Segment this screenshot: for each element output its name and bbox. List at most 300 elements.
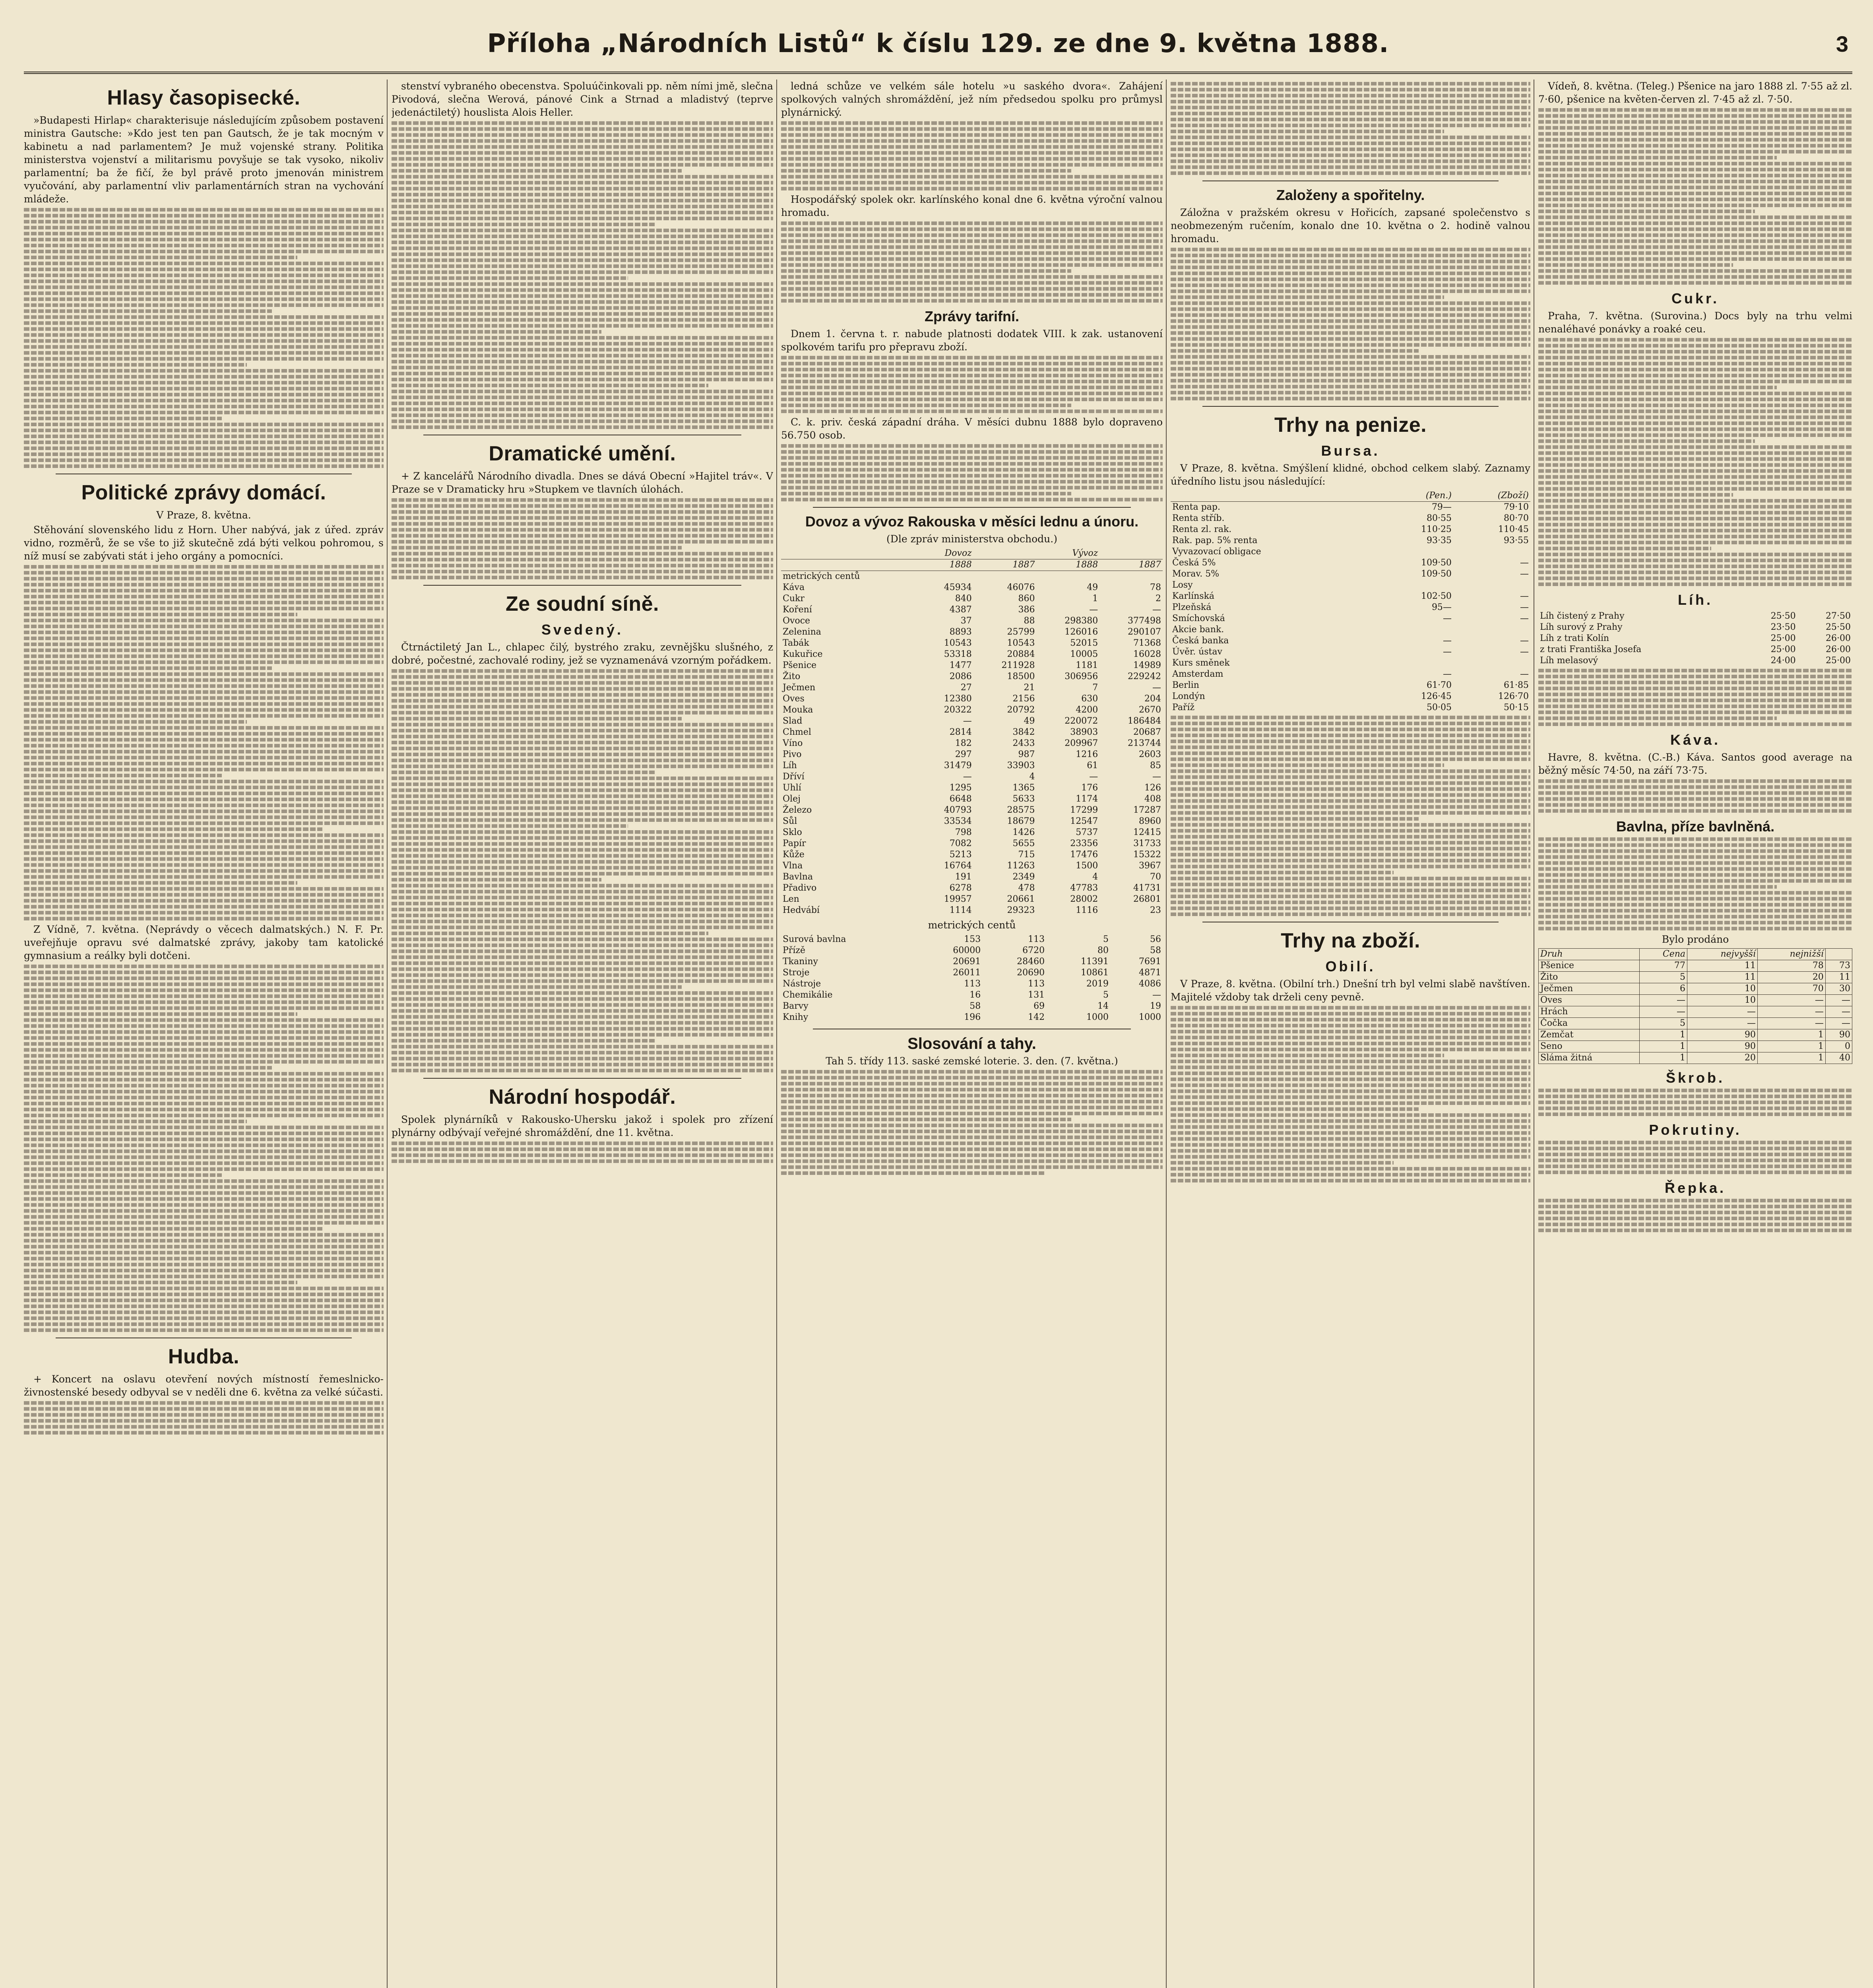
print-line [1538, 368, 1852, 371]
table-cell: 71368 [1133, 638, 1161, 648]
table-cell: — [1640, 1006, 1687, 1018]
print-line [781, 1142, 1163, 1145]
table-cell: 478 [1018, 883, 1035, 893]
print-line [1171, 1054, 1444, 1057]
article-cukr: Praha, 7. května. (Surovina.) Docs byly na trhu velmi nenaléhavé ponávky a roaké ceu. [1538, 310, 1852, 335]
article-politicke: Stěhování slovenského lidu z Horn. Uher nabývá, jak z úřed. zpráv vidno, rozměrů, že se vše to již skutečně zdá býti velkou pohromou, s níž musí se zabývati stát i jeho orgány a pomocníci. [24, 524, 384, 562]
table-cell: Sůl [783, 816, 797, 826]
table-cell: 28575 [1007, 805, 1035, 815]
table-cell: — [1520, 591, 1529, 601]
table-cell: 1 [1640, 1052, 1687, 1064]
print-line [1171, 385, 1530, 388]
table-row [781, 883, 1163, 894]
table-cell: Uhlí [783, 783, 801, 793]
table-cell: 80·70 [1504, 513, 1529, 523]
print-line [1171, 907, 1530, 910]
text-block [1538, 1199, 1852, 1232]
table-row [781, 945, 1163, 956]
print-line [1538, 150, 1852, 153]
print-line [392, 252, 773, 256]
table-cell: 5737 [1076, 827, 1098, 837]
print-line [1538, 861, 1852, 865]
table-row [781, 582, 1163, 593]
print-line [392, 747, 773, 750]
table-cell: Káva [783, 582, 805, 592]
table-row [1539, 983, 1852, 995]
table-cell: Úvěr. ústav [1172, 647, 1222, 657]
print-line [1171, 841, 1530, 845]
print-line [24, 345, 384, 349]
print-line [392, 991, 773, 995]
masthead [24, 20, 1852, 74]
print-line [1171, 1155, 1530, 1159]
print-line [392, 205, 773, 208]
print-line [1171, 912, 1530, 916]
print-line [24, 648, 384, 652]
table-cell: — [1825, 1006, 1852, 1018]
print-line [1171, 349, 1419, 353]
print-line [781, 127, 1163, 131]
print-line [392, 522, 773, 526]
print-line [1171, 289, 1530, 293]
print-line [392, 985, 682, 989]
print-line [392, 1069, 773, 1072]
table-cell: 12415 [1133, 827, 1161, 837]
print-line [1538, 433, 1852, 437]
print-line [1538, 227, 1852, 231]
print-line [24, 1006, 384, 1010]
print-line [24, 1419, 384, 1423]
print-line [24, 220, 384, 223]
table-cell: — [1152, 605, 1161, 615]
table-cell: 10 [1687, 983, 1758, 995]
table-cell: Líh z trati Kolín [1540, 633, 1609, 643]
divider [813, 507, 1131, 508]
table-cell: Železo [783, 805, 812, 815]
print-line [24, 1425, 384, 1429]
table-cell: — [1640, 995, 1687, 1006]
print-line [1538, 215, 1852, 219]
print-line [392, 372, 773, 375]
table-cell: — [1687, 1006, 1758, 1018]
table-cell: Mouka [783, 705, 813, 715]
print-line [781, 245, 1163, 249]
table-row [781, 990, 1163, 1001]
print-line [24, 369, 384, 373]
text-block [781, 444, 1163, 501]
table-cell: Líh [783, 761, 797, 771]
table-cell: 41731 [1133, 883, 1161, 893]
print-line [24, 696, 384, 700]
print-line [24, 625, 384, 628]
table-cell: Bavlna [783, 872, 813, 882]
print-line [1538, 687, 1852, 690]
table-cell: 52015 [1070, 638, 1098, 648]
table-cell: 109·50 [1421, 558, 1452, 568]
print-line [392, 276, 628, 280]
table-cell: 31733 [1133, 839, 1161, 848]
table-cell: 25·00 [1770, 633, 1796, 643]
print-line [1538, 457, 1852, 461]
print-line [24, 1413, 384, 1417]
table-cell: 1426 [1012, 827, 1035, 837]
print-line [24, 911, 384, 914]
table-cell: 30 [1825, 983, 1852, 995]
print-line [1538, 897, 1852, 901]
print-line [1171, 877, 1530, 880]
table-row [1171, 524, 1530, 535]
table-cell: 49 [1087, 582, 1098, 592]
print-line [392, 794, 773, 798]
table-cell: — [1089, 605, 1098, 615]
print-line [392, 1147, 773, 1151]
table-row [1171, 646, 1530, 658]
table-cell: Len [783, 894, 799, 904]
table-cell: 113 [1028, 979, 1045, 989]
table-cell: 1888 [1037, 559, 1100, 571]
print-line [1171, 112, 1530, 115]
table-cell: 10005 [1070, 649, 1098, 659]
print-line [1538, 867, 1852, 871]
text-block [392, 669, 773, 1072]
print-line [1171, 835, 1530, 839]
heading-hudba: Hudba. [168, 1345, 240, 1368]
table-cell: 20322 [944, 705, 972, 715]
table-cell: 93·35 [1426, 536, 1452, 546]
table-row [1171, 691, 1530, 702]
article-narodni: Spolek plynárníků v Rakousko-Uhersku jakož i spolek pro zřízení plynárny odbývají veřejné shromáždění, dne 11. května. [392, 1114, 773, 1138]
table-cell: 80 [1097, 945, 1109, 955]
supplement-title: Příloha „Národních Listů“ k číslu 129. ze dne 9. května 1888. [487, 29, 1389, 58]
table-cell: 182 [955, 738, 972, 748]
table-header-row [1539, 949, 1852, 960]
text-block [1171, 1006, 1530, 1182]
table-cell: 0 [1825, 1041, 1852, 1052]
table-cell: 7 [1092, 683, 1098, 693]
table-cell: 4086 [1139, 979, 1161, 989]
table-cell: Dříví [783, 772, 805, 782]
print-line [24, 321, 384, 325]
print-line [24, 327, 384, 331]
table-cell: 1000 [1086, 1012, 1109, 1022]
print-line [1538, 350, 1852, 353]
print-line [1171, 343, 1530, 347]
table-cell: Kůže [783, 850, 805, 860]
print-line [1171, 787, 1530, 791]
print-line [1538, 114, 1852, 118]
print-line [392, 872, 773, 876]
print-line [781, 287, 1163, 291]
print-line [1538, 204, 1852, 207]
table-cell: Chmel [783, 727, 811, 737]
print-line [781, 1147, 1163, 1151]
print-line [781, 486, 1163, 489]
table-row [781, 671, 1163, 682]
table-cell: 73 [1825, 960, 1852, 972]
table-cell: 4871 [1139, 968, 1161, 978]
print-line [392, 342, 773, 346]
table-cell: Rak. pap. 5% renta [1172, 536, 1258, 546]
print-line [781, 1124, 1163, 1127]
table-row [781, 716, 1163, 727]
table-cell: Pivo [783, 749, 802, 759]
table-cell: 2349 [1012, 872, 1035, 882]
print-line [392, 938, 773, 941]
table-cell: 61 [1087, 761, 1098, 771]
print-line [1171, 367, 1530, 371]
table-row [781, 827, 1163, 838]
print-line [24, 589, 384, 592]
print-line [1538, 582, 1852, 586]
print-line [1538, 251, 1852, 255]
heading-skrob: Škrob. [1666, 1070, 1725, 1086]
print-line [392, 1027, 773, 1031]
print-line [1538, 1199, 1852, 1202]
print-line [24, 875, 384, 879]
table-row [781, 860, 1163, 872]
text-block [24, 565, 384, 920]
print-line [1538, 553, 1852, 556]
print-line [24, 815, 384, 819]
table-cell: 110·25 [1421, 524, 1452, 534]
column-rule [1166, 80, 1167, 1988]
print-line [24, 750, 384, 753]
print-line [1171, 307, 1530, 311]
table-cell: 126·45 [1421, 691, 1452, 701]
table-cell: 2 [1156, 594, 1161, 604]
print-line [24, 1066, 272, 1070]
table-cell: 80·55 [1426, 513, 1452, 523]
table-cell: 26011 [953, 968, 981, 978]
print-line [1171, 295, 1444, 299]
print-line [1171, 248, 1530, 251]
print-line [392, 169, 682, 173]
print-line [1171, 799, 1530, 803]
column-1 [24, 80, 384, 1988]
table-cell: — [1520, 636, 1529, 646]
print-line [1171, 769, 1530, 773]
table-cell: 306956 [1064, 672, 1098, 681]
table-cell: 20 [1757, 972, 1825, 983]
print-line [24, 869, 384, 873]
print-line [1538, 535, 1852, 538]
table-cell: 20687 [1133, 727, 1161, 737]
table-cell: 1 [1640, 1041, 1687, 1052]
text-block [392, 121, 773, 429]
table-cell: 6648 [949, 794, 972, 804]
print-line [1171, 871, 1394, 874]
table-cell: 95— [1431, 602, 1452, 612]
print-line [24, 774, 222, 777]
print-line [1171, 124, 1530, 127]
table-cell: 11 [1687, 972, 1758, 983]
dateline: Z Vídně, 7. května. [33, 924, 139, 935]
table-cell: 18500 [1007, 672, 1035, 681]
text-block [781, 356, 1163, 413]
text-block [1538, 669, 1852, 726]
table-cell: 1 [1757, 1052, 1825, 1064]
print-line [1171, 716, 1530, 719]
table-cell: 204 [1144, 694, 1161, 704]
print-line [24, 315, 384, 319]
print-line [781, 251, 1163, 255]
print-line [24, 601, 384, 604]
print-line [781, 450, 1163, 454]
column-3 [781, 80, 1163, 1988]
table-cell: 20884 [1007, 649, 1035, 659]
table-cell: 126016 [1064, 627, 1098, 637]
print-line [1538, 356, 1852, 359]
print-line [24, 214, 384, 217]
table-cell: 5655 [1012, 839, 1035, 848]
print-line [24, 1407, 384, 1411]
table-cell: 1 [1757, 1041, 1825, 1052]
print-line [392, 306, 773, 310]
print-line [781, 1076, 1163, 1079]
print-line [24, 1024, 384, 1028]
column-rule [776, 80, 777, 1988]
print-line [392, 378, 773, 381]
table-cell: 16028 [1133, 649, 1161, 659]
print-line [1171, 1113, 1530, 1117]
print-line [781, 151, 1163, 155]
print-line [392, 546, 682, 549]
print-line [781, 1088, 1163, 1091]
table-cell: 1 [1092, 594, 1098, 604]
print-line [24, 1401, 384, 1405]
table-cell: 50·15 [1504, 703, 1529, 712]
print-line [392, 151, 773, 155]
print-line [1171, 106, 1530, 109]
print-line [392, 294, 773, 298]
table-cell: Kurs směnek [1172, 658, 1230, 668]
print-line [1538, 421, 1852, 425]
print-line [24, 1084, 384, 1087]
print-line [24, 303, 384, 307]
print-line [1171, 895, 1530, 898]
print-line [392, 729, 773, 732]
print-line [781, 1106, 1163, 1109]
table-cell: 377498 [1128, 616, 1161, 626]
print-line [392, 800, 773, 804]
print-line [1538, 192, 1852, 195]
table-cell: 3967 [1139, 861, 1161, 871]
table-cell [973, 548, 1037, 559]
print-line [24, 571, 384, 575]
table-cell: Chemikálie [783, 990, 833, 1000]
print-line [392, 414, 773, 417]
table-row [1539, 1029, 1852, 1041]
print-line [24, 375, 384, 379]
print-line [392, 576, 773, 579]
table-row [781, 934, 1163, 945]
print-line [24, 1138, 384, 1141]
print-line [24, 857, 384, 861]
print-line [1538, 380, 1852, 383]
print-line [392, 408, 773, 411]
table-cell: 7082 [949, 839, 972, 848]
table-cell: Druh [1539, 949, 1640, 960]
print-line [1171, 301, 1530, 305]
print-line [1538, 681, 1852, 684]
table-row [1539, 1052, 1852, 1064]
print-line [1171, 254, 1530, 257]
text-block [392, 1142, 773, 1163]
print-line [392, 516, 773, 520]
heading-narodni: Národní hospodář. [489, 1085, 676, 1109]
print-line [24, 1281, 297, 1284]
print-line [1538, 186, 1852, 189]
print-line [392, 830, 773, 834]
print-line [1171, 1179, 1530, 1182]
print-line [24, 810, 384, 813]
print-line [781, 444, 1163, 448]
table-cell [1099, 548, 1163, 559]
print-line [1538, 156, 1777, 159]
print-line [392, 425, 773, 429]
table-title: Dovoz a vývoz Rakouska v měsíci lednu a únoru. [805, 513, 1139, 530]
print-line [392, 1063, 773, 1066]
print-line [1171, 1143, 1530, 1147]
table-cell: — [1152, 990, 1161, 1000]
print-line [392, 997, 773, 1001]
print-line [1171, 1077, 1530, 1081]
table-cell: 17299 [1070, 805, 1098, 815]
print-line [392, 175, 773, 179]
table-cell: 131 [1028, 990, 1045, 1000]
print-line [24, 732, 384, 736]
print-line [1171, 266, 1530, 269]
text-block [1538, 779, 1852, 813]
print-line [1171, 355, 1530, 359]
print-line [24, 268, 384, 271]
print-line [1538, 541, 1852, 544]
print-line [781, 257, 1163, 261]
table-row [1171, 680, 1530, 691]
table-row [781, 771, 1163, 782]
article-hlasy: »Budapesti Hirlap« charakterisuje následujícím způsobem postavení ministra Gautsche: »Kdo jest ten pan Gautsch, že je tak mocným v kabinetu a nad parlamentem? Je muž vojenské strany. Politika ministerstva vojenství a militarismu povyšuje se tak vysoko, nikoliv parlamentní; ba že fičí, že byl právě proto jmenován ministrem vyučování, aby parlamentní vliv parlamentárních stran na vychování mládeže. [24, 115, 384, 205]
print-line [24, 291, 384, 295]
print-line [1171, 153, 1530, 157]
table-cell: Oves [1539, 995, 1640, 1006]
print-line [1538, 475, 1852, 479]
print-line [392, 920, 773, 923]
print-line [781, 299, 1163, 303]
print-line [392, 1153, 773, 1157]
table-cell: Sklo [783, 827, 802, 837]
table-cell: 40793 [944, 805, 972, 815]
table-cell: 1888 [920, 559, 973, 571]
table-cell: Berlin [1172, 680, 1199, 690]
heading-politicke: Politické zprávy domácí. [81, 481, 326, 504]
table-row [1171, 635, 1530, 646]
table-cell: 11263 [1007, 861, 1035, 871]
print-line [392, 121, 773, 125]
table-cell: 28002 [1070, 894, 1098, 904]
print-line [24, 821, 384, 825]
article-kava: Havre, 8. května. (C.-B.) Káva. Santos good average na běžný měsíc 74·50, na září 73·75. [1538, 751, 1852, 776]
table-cell: 45934 [944, 582, 972, 592]
table-row [781, 782, 1163, 794]
table-cell: 70 [1757, 983, 1825, 995]
table-cell: 47783 [1070, 883, 1098, 893]
table-row [781, 956, 1163, 967]
print-line [1538, 1153, 1852, 1156]
print-line [1538, 1095, 1852, 1098]
print-line [1538, 517, 1852, 520]
table-row [781, 905, 1163, 916]
table-cell: 10543 [1007, 638, 1035, 648]
